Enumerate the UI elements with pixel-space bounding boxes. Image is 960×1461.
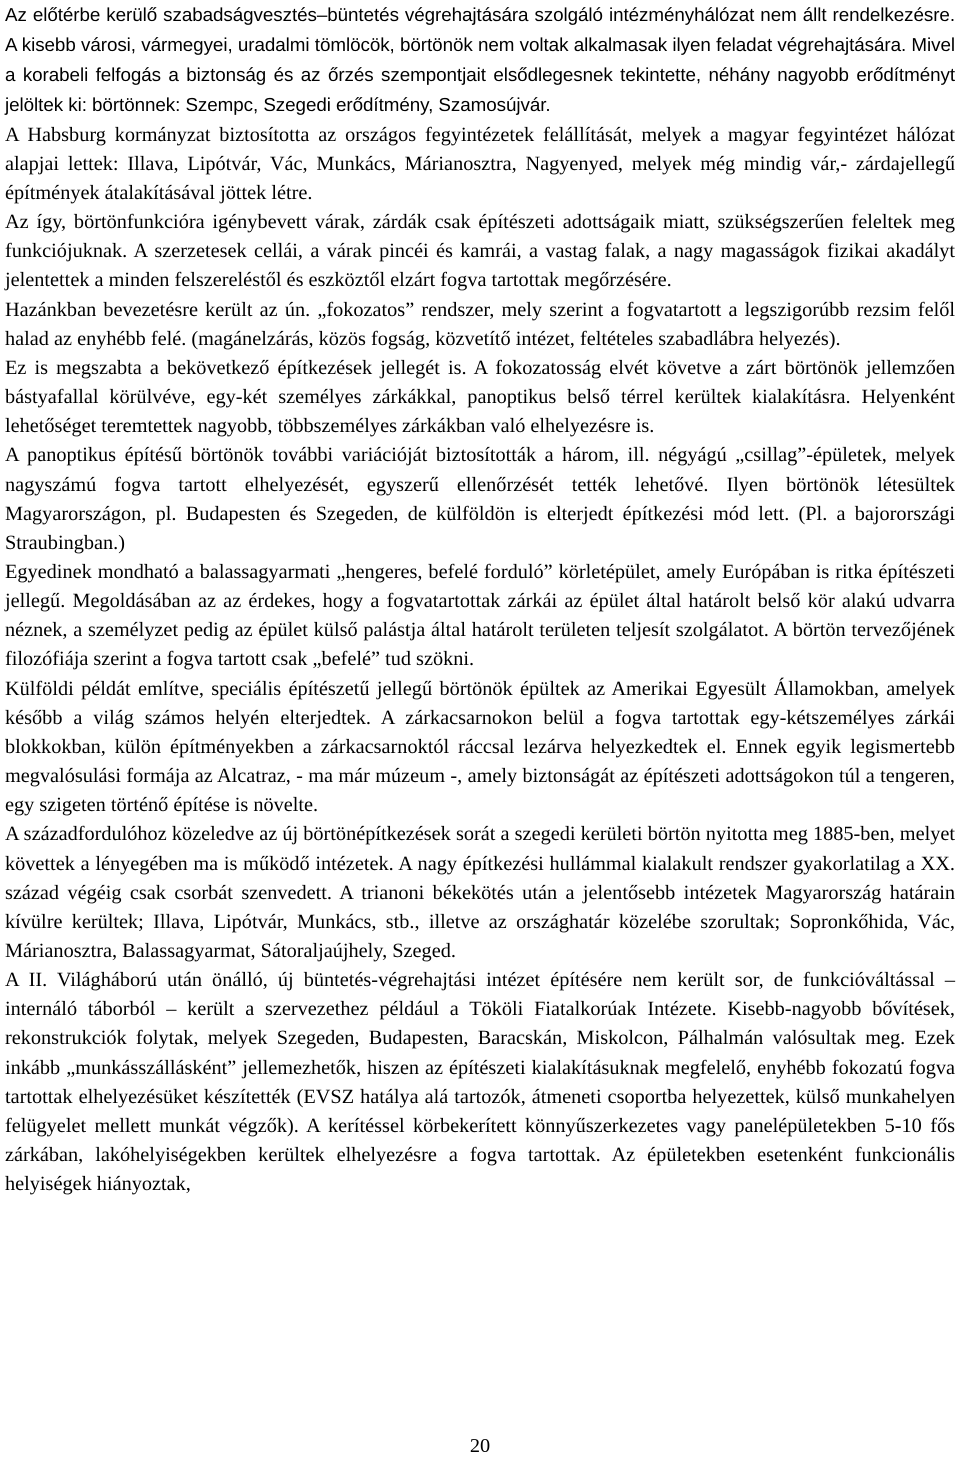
paragraph-4-text: Hazánkban bevezetésre került az ún. „fokozatos” rendszer, mely szerint a fogvatartott a legszigorúbb rezsim felől halad az enyhébb felé. (magánelzárás, közös fogság, közvetítő intézet, feltételes szabadlábra helyezés).	[5, 298, 955, 350]
page-number: 20	[469, 1435, 491, 1457]
paragraph-7-text: Egyedinek mondható a balassagyarmati „hengeres, befelé forduló” körletépület, amely Európában is ritka építészeti jellegű. Megoldásában az az érdekes, hogy a fogvatartottak zárkái az épület által határolt belső kör alakú udvarra néznek, a személyzet pedig az épület külső palástja által határolt területen teljesít szolgálatot. A börtön tervezőjének filozófiája szerint a fogva tartott csak „befelé” tud szökni.	[5, 560, 955, 671]
paragraph-10-text: A II. Világháború után önálló, új büntetés-végrehajtási intézet építésére nem került sor, de funkcióváltással – internáló táborból – került a szervezethez például a Tököli Fiatalkorúak Intézete. Kisebb-nagyobb bővítések, rekonstrukciók folytak, melyek Szegeden, Budapesten, Baracskán, Miskolcon, Pálhalmán valósultak meg. Ezek inkább „munkásszállásként” jellemezhetők, hiszen az építészeti kialakításuknak megfelelő, enyhébb fokozatú fogva tartottak elhelyezésüket készítették (EVSZ hatálya alá tartozók, átmeneti csoportba helyezettek, külső munkahelyen felügyelet mellett munkát végzők). A kerítéssel körbekerített könnyűszerkezetes vagy panelépületekben 5-10 fős zárkában, lakóhelyiségekben kerültek elhelyezésre a fogva tartottak. Az épületekben esetenként funkcionális helyiségek hiányoztak,	[5, 969, 955, 1196]
body-text	[5, 0, 955, 1199]
paragraph-9	[5, 820, 955, 966]
paragraph-1-text: Az előtérbe kerülő szabadságvesztés–büntetés végrehajtására szolgáló intézményhálózat nem állt rendelkezésre. A kisebb városi, vármegyei, uradalmi tömlöcök, börtönök nem voltak alkalmasak ilyen feladat végrehajtására. Mivel a korabeli felfogás a biztonság és az őrzés szempontjait elsődlegesnek tekintette, néhány nagyobb erődítményt jelöltek ki: börtönnek: Szempc, Szegedi erődítmény, Szamosújvár.	[5, 4, 955, 116]
paragraph-8	[5, 675, 955, 821]
paragraph-8-text: Külföldi példát említve, speciális építészetű jellegű börtönök épültek az Amerikai Egyesült Államokban, amelyek később a világ számos helyén elterjedtek. A zárkacsarnokon belül a fogva tartottak egy-kétszemélyes zárkái blokkokban, külön építményekben a zárkacsarnoktól ráccsal lezárva helyezkedtek el. Ennek egyik legismertebb megvalósulási formája az Alcatraz, - ma már múzeum -, amely biztonságát az építészeti adottságokon túl a tengeren, egy szigeten történő építése is növelte.	[5, 677, 955, 817]
paragraph-1	[5, 0, 955, 121]
paragraph-2-text: A Habsburg kormányzat biztosította az országos fegyintézetek felállítását, melyek a magyar fegyintézet hálózat alapjai lettek: Illava, Lipótvár, Vác, Munkács, Márianosztra, Nagyenyed, melyek még mindig vár,- zárdajellegű építmények átalakításával jöttek létre.	[5, 123, 955, 204]
paragraph-3-text: Az így, börtönfunkcióra igénybevett várak, zárdák csak építészeti adottságaik miatt, szükségszerűen feleltek meg funkciójuknak. A szerzetesek cellái, a várak pincéi és kamrái, a vastag falak, a nagy magasságok fizikai akadályt jelentettek a minden felszereléstől és eszköztől elzárt fogva tartottak megőrzésére.	[5, 211, 955, 292]
paragraph-7	[5, 558, 955, 675]
document-page	[5, 0, 955, 1460]
paragraph-2	[5, 121, 955, 208]
paragraph-9-text: A századfordulóhoz közeledve az új börtönépítkezések sorát a szegedi kerületi börtön nyitotta meg 1885-ben, melyet követtek a lényegében ma is működő intézetek. A nagy építkezési hullámmal kialakult rendszer gyakorlatilag a XX. század végéig csak csorbát szenvedett. A trianoni békekötés után a jelentősebb intézetek Magyarország határain kívülre kerültek; Illava, Lipótvár, Munkács, stb., illetve az országhatár közelébe szorultak; Sopronkőhida, Vác, Márianosztra, Balassagyarmat, Sátoraljaújhely, Szeged.	[5, 823, 955, 962]
paragraph-6-text: A panoptikus építésű börtönök további variációját biztosították a három, ill. négyágú „csillag”-épületek, melyek nagyszámú fogva tartott elhelyezését, egyszerű ellenőrzését tették lehetővé. Ilyen börtönök létesültek Magyarországon, pl. Budapesten és Szegeden, de külföldön is elterjedt építkezési mód lett. (Pl. a bajorországi Straubingban.)	[5, 444, 955, 554]
paragraph-4	[5, 296, 955, 354]
paragraph-5-text: Ez is megszabta a bekövetkező építkezések jellegét is. A fokozatosság elvét követve a zárt börtönök jellemzően bástyafallal körülvéve, egy-két személyes zárkákkal, panoptikus belső térrel kerültek kialakításra. Helyenként lehetőséget teremtettek nagyobb, többszemélyes zárkákban való elhelyezésre is.	[5, 356, 955, 438]
paragraph-10	[5, 966, 955, 1199]
paragraph-3	[5, 208, 955, 295]
paragraph-6	[5, 441, 955, 558]
paragraph-5	[5, 354, 955, 441]
